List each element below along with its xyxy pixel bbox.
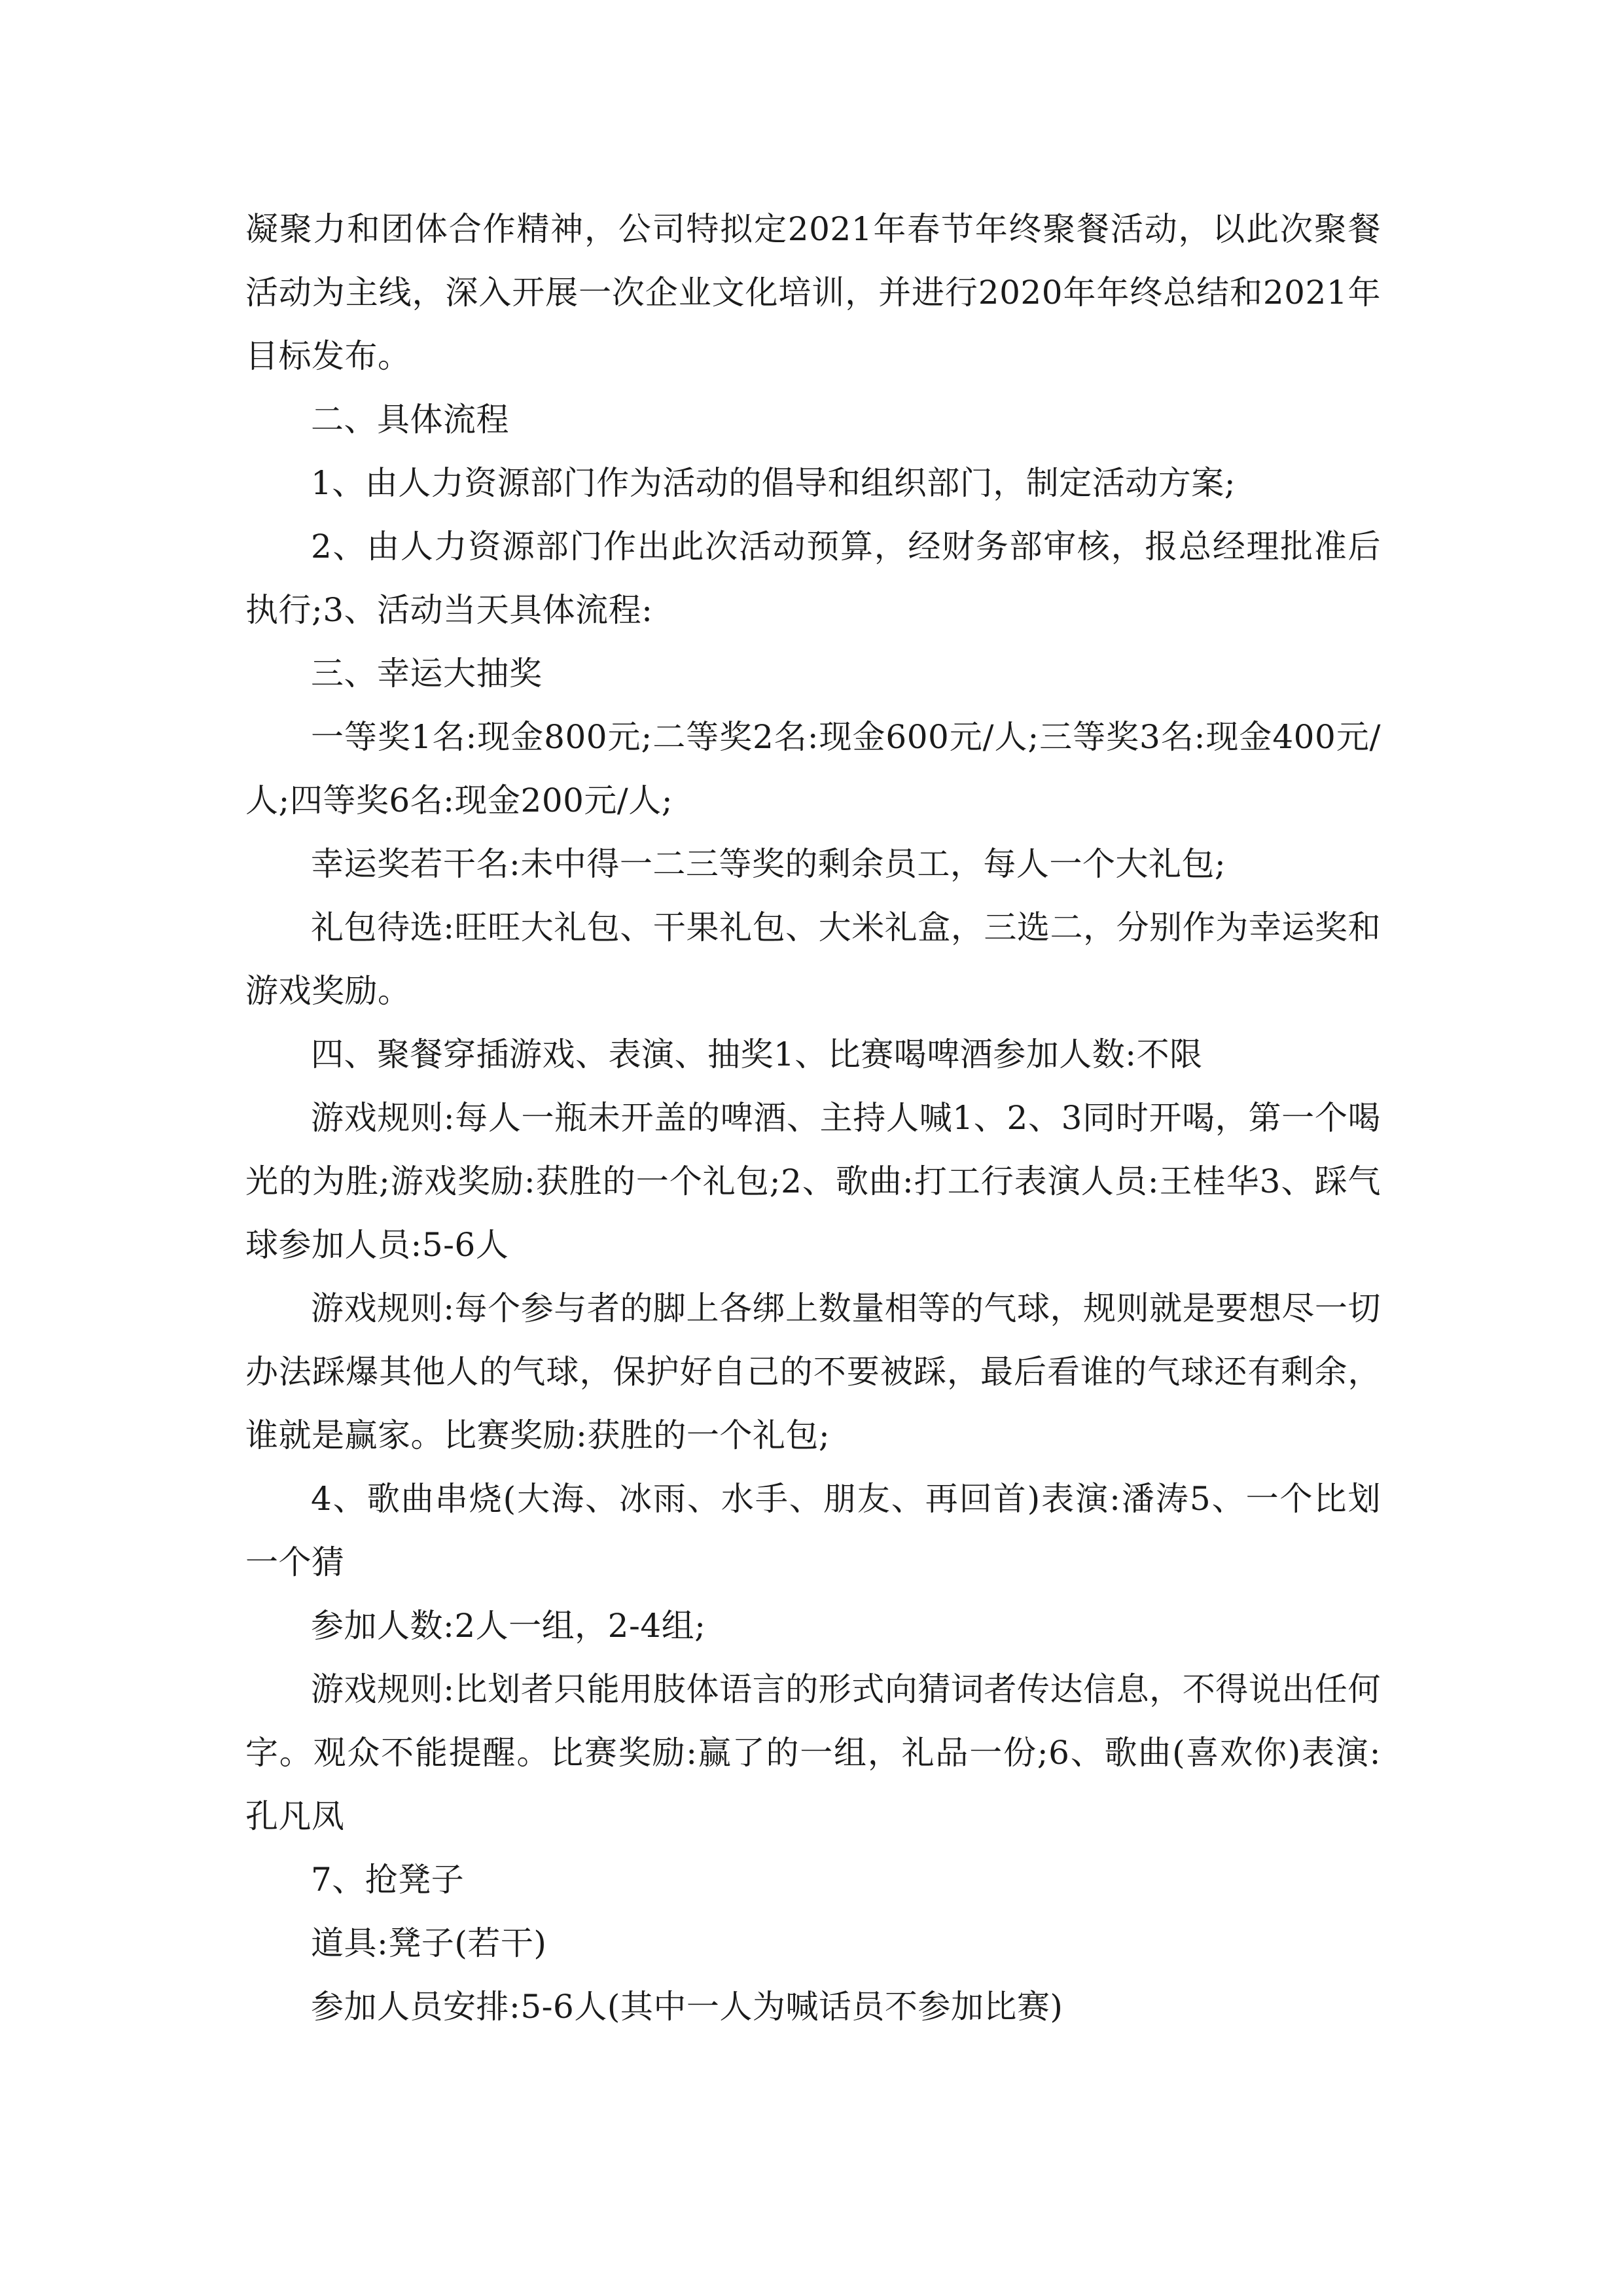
heading-section-3: 三、幸运大抽奖: [311, 655, 543, 692]
paragraph-charade-rules: 游戏规则:比划者只能用肢体语言的形式向猜词者传达信息，不得说出任何字。观众不能提醒。比赛奖励:赢了的一组，礼品一份;6、歌曲(喜欢你)表演:孔凡凤: [245, 1670, 1381, 1835]
paragraph-step-2: 2、由人力资源部门作出此次活动预算，经财务部审核，报总经理批准后执行;3、活动当天具体流程:: [245, 528, 1381, 629]
heading-section-2: 二、具体流程: [311, 401, 509, 439]
paragraph-participants: 参加人数:2人一组，2-4组;: [311, 1607, 706, 1645]
paragraph-balloon-game-rules: 游戏规则:每个参与者的脚上各绑上数量相等的气球，规则就是要想尽一切办法踩爆其他人的气球，保护好自己的不要被踩，最后看谁的气球还有剩余，谁就是赢家。比赛奖励:获胜的一个礼包;: [245, 1289, 1381, 1454]
paragraph-prizes: 一等奖1名:现金800元;二等奖2名:现金600元/人;三等奖3名:现金400元/人;四等奖6名:现金200元/人;: [245, 718, 1381, 819]
paragraph-musical-chairs: 7、抢凳子: [311, 1861, 465, 1899]
paragraph-intro-continuation: 凝聚力和团体合作精神，公司特拟定2021年春节年终聚餐活动，以此次聚餐活动为主线，深入开展一次企业文化培训，并进行2020年年终总结和2021年目标发布。: [245, 210, 1381, 375]
heading-section-4: 四、聚餐穿插游戏、表演、抽奖1、比赛喝啤酒参加人数:不限: [311, 1035, 1203, 1073]
paragraph-step-1: 1、由人力资源部门作为活动的倡导和组织部门，制定活动方案;: [311, 464, 1236, 502]
paragraph-participant-arrangement: 参加人员安排:5-6人(其中一人为喊话员不参加比赛): [311, 1988, 1063, 2026]
paragraph-beer-game-rules: 游戏规则:每人一瓶未开盖的啤酒、主持人喊1、2、3同时开喝，第一个喝光的为胜;游戏奖励:获胜的一个礼包;2、歌曲:打工行表演人员:王桂华3、踩气球参加人员:5-6人: [245, 1099, 1381, 1264]
paragraph-props: 道具:凳子(若干): [311, 1924, 547, 1962]
paragraph-lucky-prize: 幸运奖若干名:未中得一二三等奖的剩余员工，每人一个大礼包;: [311, 845, 1226, 883]
paragraph-song-medley: 4、歌曲串烧(大海、冰雨、水手、朋友、再回首)表演:潘涛5、一个比划一个猜: [245, 1480, 1381, 1581]
document-body: [245, 198, 1381, 2039]
paragraph-gift-options: 礼包待选:旺旺大礼包、干果礼包、大米礼盒，三选二，分别作为幸运奖和游戏奖励。: [245, 908, 1381, 1010]
